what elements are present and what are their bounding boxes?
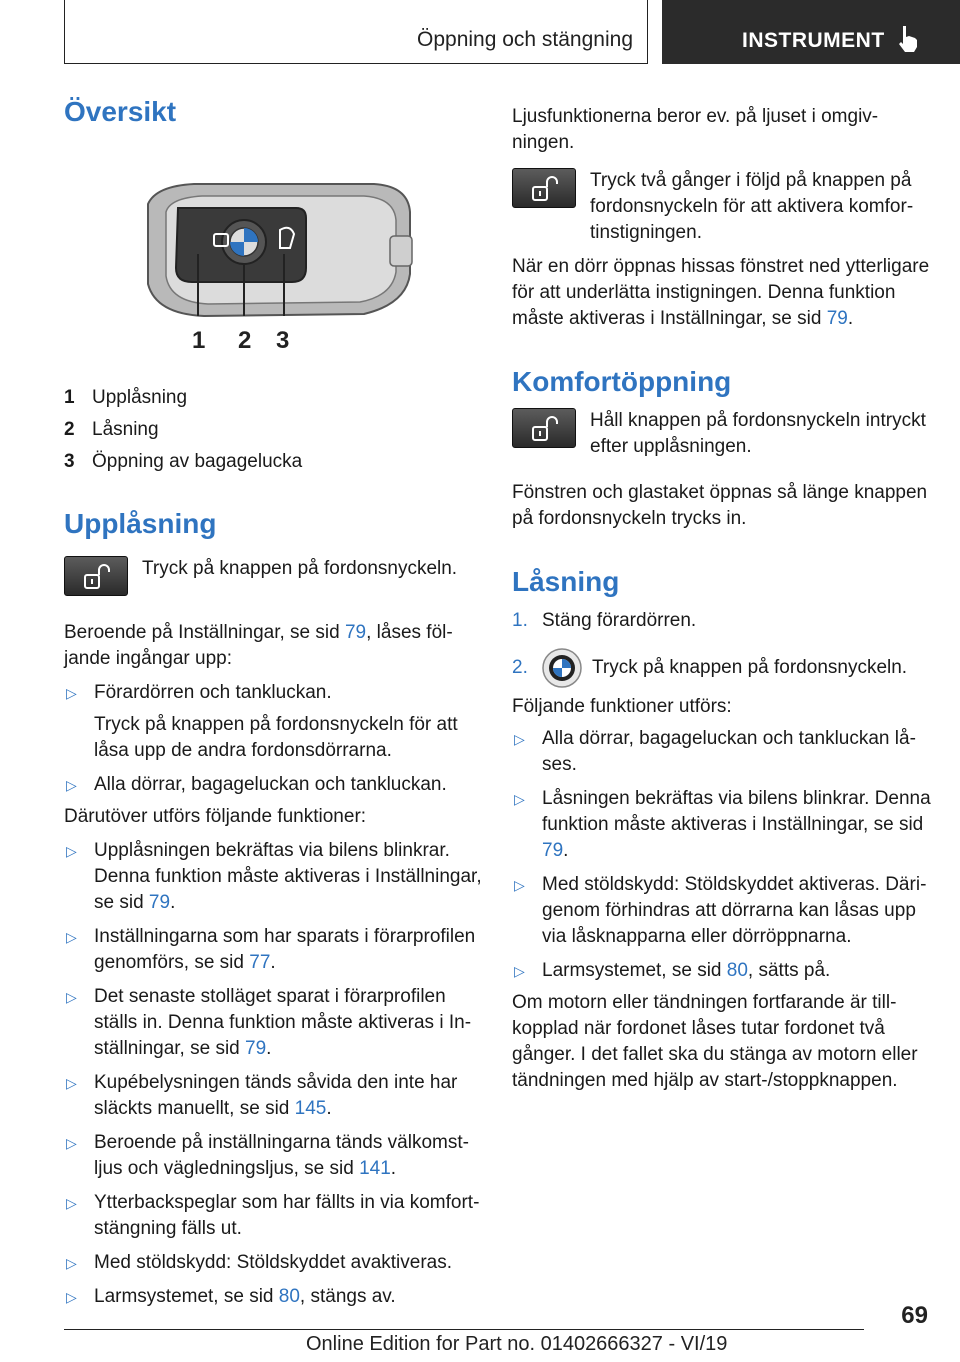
- right-column: [512, 104, 932, 1094]
- list-item: ▷ Beroende på inställningarna tänds välkomstljus och vägledningsljus, se sid 141.: [66, 1132, 469, 1179]
- page-link[interactable]: 79: [344, 622, 367, 643]
- light-text: Ljusfunktionerna beror ev. på ljuset i omgivningen.: [512, 106, 879, 153]
- list-item-sub: Tryck på knappen på fordonsnyckeln för att låsa upp de andra fordonsdörrarna.: [94, 714, 458, 761]
- page-link[interactable]: 141: [359, 1158, 391, 1179]
- pointing-hand-icon: [894, 24, 920, 52]
- twice-button-row: [512, 168, 932, 246]
- twice-text: Tryck två gånger i följd på knappen på fordonsnyckeln för att aktivera komfortinstigningen.: [590, 170, 914, 243]
- functions-list: [64, 838, 484, 1310]
- unlock-icon: [531, 415, 559, 443]
- following-text: Följande funktioner utförs:: [512, 696, 732, 717]
- key-callout-1: 1: [192, 327, 206, 354]
- unlock-button-image: [512, 168, 576, 208]
- page-link[interactable]: 79: [826, 308, 848, 329]
- lock-steps: [512, 608, 932, 688]
- car-key-illustration: [64, 164, 484, 364]
- final-text: Om motorn eller tändningen fortfarande är tillkopplad när fordonet låses tutar fordonet två gånger. I det fallet ska du stänga av motorn eller tändningen med hjälp av start-/stoppknappen.: [512, 992, 918, 1091]
- edition-text: Online Edition for Part no. 01402666327 - VI/19: [306, 1333, 728, 1355]
- section-title: Öppning och stängning: [417, 28, 633, 51]
- legend-item: 1 Upplåsning: [64, 387, 188, 408]
- comfort-button-text: Håll knappen på fordonsnyckeln intryckt efter upplåsningen.: [590, 410, 926, 457]
- list-item: ▷ Det senaste stolläget sparat i förarprofilen ställs in. Denna funktion måste aktiveras i Inställningar, se sid 79.: [66, 986, 472, 1059]
- lock-functions-list: [512, 726, 932, 984]
- list-item: ▷ Alla dörrar, bagageluckan och tankluckan.: [66, 774, 447, 795]
- page-link[interactable]: 77: [249, 952, 271, 973]
- unlock-button-image: [64, 556, 128, 596]
- lock-heading: Låsning: [512, 566, 620, 597]
- page-link[interactable]: 145: [294, 1098, 327, 1119]
- also-text: Därutöver utförs följande funktioner:: [64, 806, 367, 827]
- key-callout-2: 2: [238, 327, 252, 354]
- unlock-heading: Upplåsning: [64, 508, 217, 539]
- list-item: ▷ Låsningen bekräftas via bilens blinkrar. Denna funktion måste aktiveras i Inställningar, se sid 79.: [514, 788, 931, 861]
- page-link[interactable]: 79: [245, 1038, 267, 1059]
- list-item: ▷ Inställningarna som har sparats i förarprofilen genomförs, se sid 77.: [66, 926, 476, 973]
- left-column: [64, 96, 484, 1310]
- page-link[interactable]: 79: [542, 840, 564, 861]
- legend-list: [64, 382, 484, 478]
- list-item: ▷ Förardörren och tankluckan.: [66, 682, 332, 703]
- unlock-entries-list: [64, 680, 484, 798]
- unlock-icon: [531, 175, 559, 203]
- comfort-heading: Komfortöppning: [512, 366, 732, 397]
- legend-item: 2 Låsning: [64, 419, 159, 440]
- comfort-text: Fönstren och glastaket öppnas så länge knappen på fordonsnyckeln trycks in.: [512, 482, 928, 529]
- step-item: 1. Stäng förardörren.: [512, 610, 697, 631]
- list-item: ▷ Kupébelysningen tänds såvida den inte har släckts manuellt, se sid 145.: [66, 1072, 458, 1119]
- comfort-button-row: [512, 408, 932, 460]
- list-item: ▷ Larmsystemet, se sid 80, stängs av.: [66, 1286, 396, 1307]
- list-item: ▷ Alla dörrar, bagageluckan och tankluckan låses.: [514, 728, 916, 775]
- unlock-icon: [83, 563, 111, 591]
- list-item: ▷ Upplåsningen bekräftas via bilens blinkrar. Denna funktion måste aktiveras i Inställningar, se sid 79.: [66, 840, 482, 913]
- page-link[interactable]: 80: [726, 960, 748, 981]
- list-item: ▷ Larmsystemet, se sid 80, sätts på.: [514, 960, 831, 981]
- dependency-text: Beroende på Inställningar, se sid 79, låses följande ingångar upp:: [64, 622, 453, 669]
- list-item: ▷ Ytterbackspeglar som har fällts in via komfortstängning fälls ut.: [66, 1192, 480, 1239]
- page-link[interactable]: 79: [148, 892, 171, 913]
- unlock-button-image: [512, 408, 576, 448]
- unlock-button-row: [64, 556, 484, 596]
- list-item: ▷ Med stöldskydd: Stöldskyddet avaktiveras.: [66, 1252, 453, 1273]
- key-callout-3: 3: [276, 327, 290, 354]
- chapter-tab[interactable]: [662, 0, 960, 64]
- bmw-logo-button-icon: [542, 648, 582, 688]
- footer-divider: [64, 1329, 864, 1330]
- step-item: 2. Tryck på knappen på fordonsnyckeln.: [512, 648, 932, 688]
- legend-item: 3 Öppning av bagagelucka: [64, 451, 303, 472]
- page-link[interactable]: 80: [278, 1286, 300, 1307]
- door-text: När en dörr öppnas hissas fönstret ned ytterligare för att underlätta instigningen. Denna funktion måste aktiveras i Inställningar, se sid 79.: [512, 256, 930, 329]
- unlock-button-text: Tryck på knappen på fordonsnyckeln.: [142, 558, 458, 579]
- header-frame: [64, 0, 648, 64]
- overview-heading: Översikt: [64, 96, 177, 127]
- chapter-tab-label: INSTRUMENT: [742, 29, 885, 52]
- page-number: 69: [901, 1302, 928, 1329]
- list-item: ▷ Med stöldskydd: Stöldskyddet aktiveras. Därigenom förhindras att dörrarna kan låsas upp via låsknapparna eller dörröppnarna.: [514, 874, 927, 947]
